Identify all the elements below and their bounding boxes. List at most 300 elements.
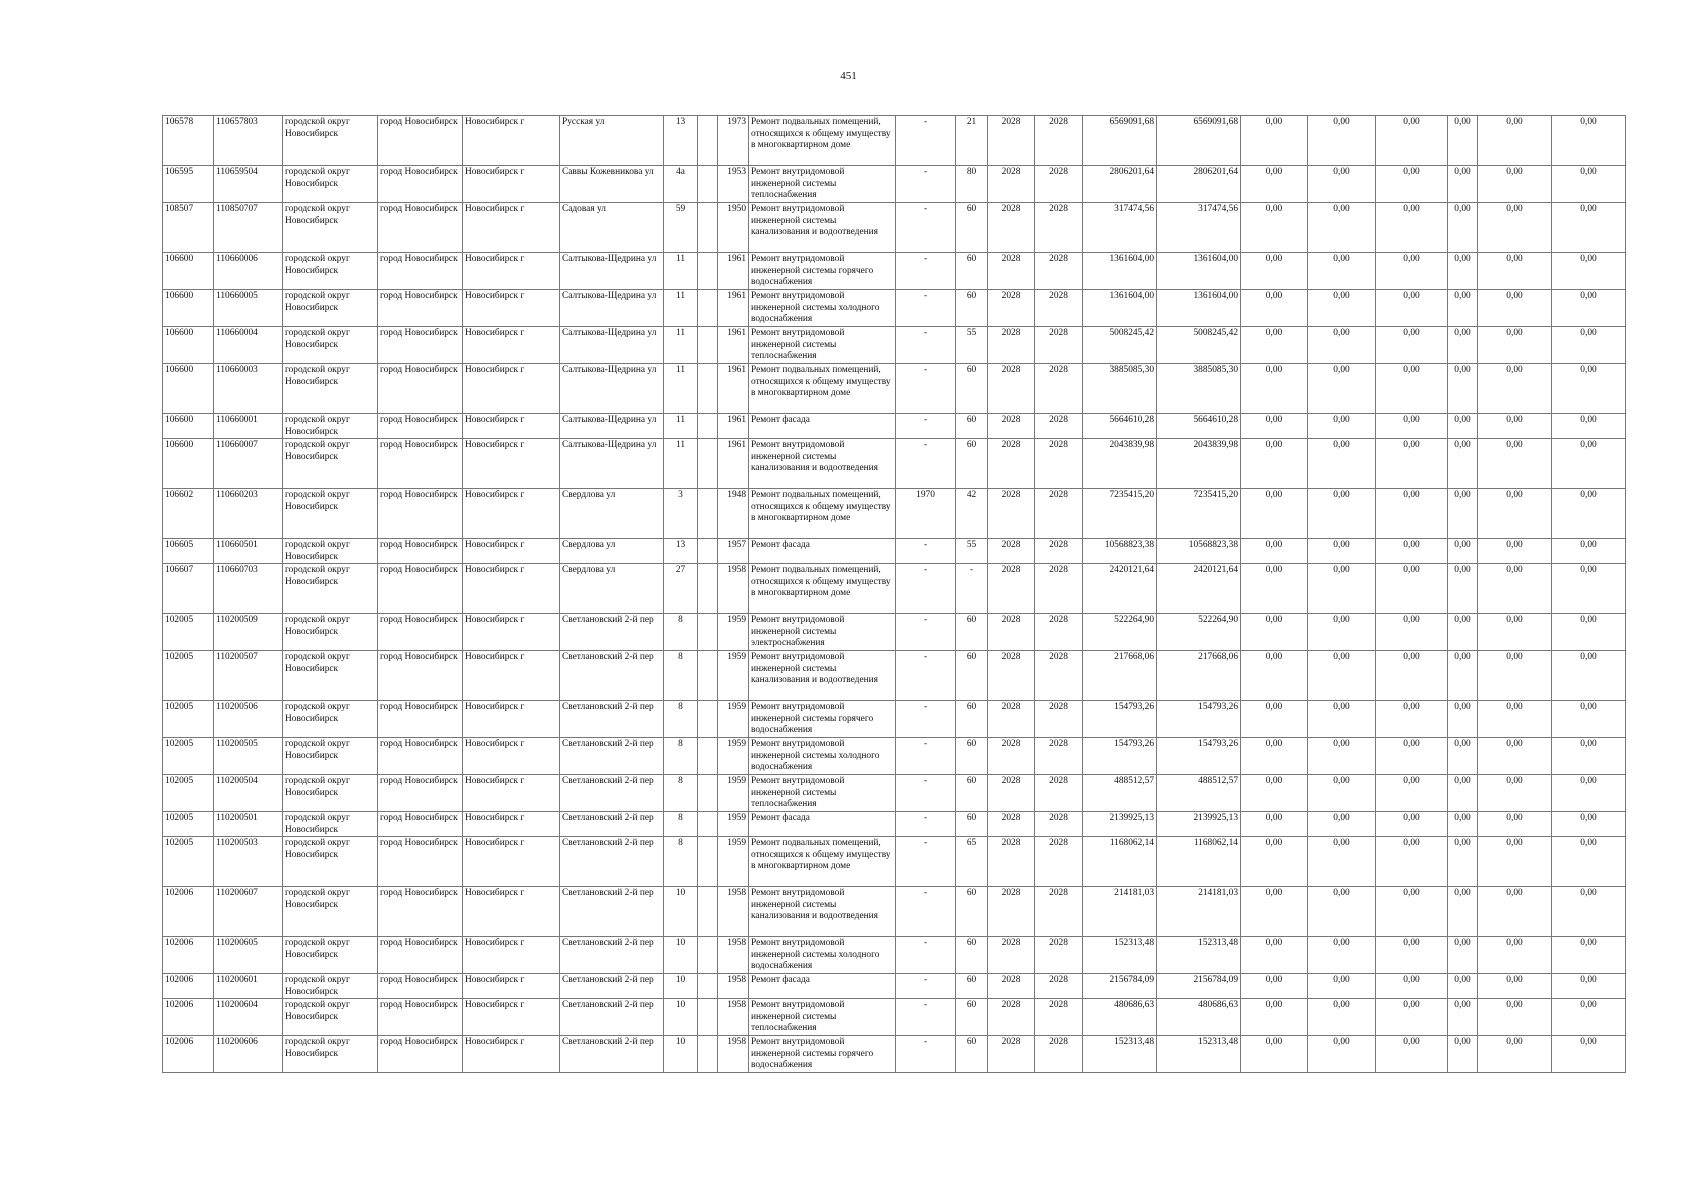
cell-cost-reserve: 0,00 — [1552, 1036, 1626, 1073]
cell-work-type: Ремонт внутридомовой инженерной системы канализования и водоотведения — [749, 439, 896, 489]
cell-municipal-district: городской округ Новосибирск — [283, 999, 378, 1036]
cell-house-number: 8 — [664, 837, 698, 887]
cell-cost-local: 0,00 — [1376, 439, 1448, 489]
cell-building — [698, 1036, 718, 1073]
cell-work-type: Ремонт подвальных помещений, относящихся к общему имуществу в многоквартирном доме — [749, 564, 896, 614]
cell-settlement: город Новосибирск — [378, 166, 463, 203]
cell-settlement: город Новосибирск — [378, 564, 463, 614]
cell-year-built: 1950 — [718, 203, 749, 253]
cell-cost-fund: 1361604,00 — [1157, 290, 1241, 327]
cell-wear-percent: 55 — [956, 327, 988, 364]
cell-plan-year-end: 2028 — [1035, 837, 1083, 887]
cell-settlement: город Новосибирск — [378, 539, 463, 564]
cell-settlement: город Новосибирск — [378, 937, 463, 974]
cell-plan-year-start: 2028 — [988, 253, 1035, 290]
repair-program-table — [162, 115, 1626, 1073]
cell-total-cost: 6569091,68 — [1083, 116, 1157, 166]
cell-total-cost: 5008245,42 — [1083, 327, 1157, 364]
cell-settlement: город Новосибирск — [378, 203, 463, 253]
cell-locality: Новосибирск г — [463, 414, 560, 439]
cell-plan-year-start: 2028 — [988, 701, 1035, 738]
cell-house-number: 3 — [664, 489, 698, 539]
cell-wear-percent: 60 — [956, 651, 988, 701]
cell-cost-reserve: 0,00 — [1552, 974, 1626, 999]
cell-cost-fund: 154793,26 — [1157, 701, 1241, 738]
cell-building — [698, 253, 718, 290]
cell-year-commissioned: - — [896, 166, 956, 203]
cell-work-type: Ремонт внутридомовой инженерной системы канализования и водоотведения — [749, 887, 896, 937]
cell-cost-reserve: 0,00 — [1552, 937, 1626, 974]
cell-plan-year-end: 2028 — [1035, 775, 1083, 812]
cell-cost-regional: 0,00 — [1308, 812, 1376, 837]
cell-building — [698, 327, 718, 364]
cell-total-cost: 152313,48 — [1083, 1036, 1157, 1073]
cell-cost-owners: 0,00 — [1448, 614, 1478, 651]
cell-work-id: 110660703 — [214, 564, 283, 614]
cell-cost-federal: 0,00 — [1241, 539, 1308, 564]
cell-street: Светлановский 2-й пер — [560, 937, 664, 974]
cell-house-number: 4а — [664, 166, 698, 203]
cell-cost-local: 0,00 — [1376, 775, 1448, 812]
cell-municipal-district: городской округ Новосибирск — [283, 564, 378, 614]
cell-cost-owners: 0,00 — [1448, 651, 1478, 701]
table-row — [163, 203, 1626, 253]
cell-total-cost: 1168062,14 — [1083, 837, 1157, 887]
cell-work-id: 110660004 — [214, 327, 283, 364]
cell-total-cost: 214181,03 — [1083, 887, 1157, 937]
cell-year-built: 1973 — [718, 116, 749, 166]
cell-cost-other: 0,00 — [1478, 614, 1552, 651]
cell-locality: Новосибирск г — [463, 974, 560, 999]
cell-house-number: 8 — [664, 775, 698, 812]
cell-municipal-district: городской округ Новосибирск — [283, 651, 378, 701]
cell-cost-fund: 214181,03 — [1157, 887, 1241, 937]
cell-house-number: 11 — [664, 439, 698, 489]
cell-municipal-district: городской округ Новосибирск — [283, 701, 378, 738]
cell-cost-regional: 0,00 — [1308, 414, 1376, 439]
cell-cost-other: 0,00 — [1478, 775, 1552, 812]
cell-object-id: 106600 — [163, 253, 214, 290]
table-row — [163, 937, 1626, 974]
cell-work-id: 110200501 — [214, 812, 283, 837]
cell-year-commissioned: - — [896, 364, 956, 414]
cell-work-type: Ремонт фасада — [749, 812, 896, 837]
table-row — [163, 738, 1626, 775]
table-body — [163, 116, 1626, 1073]
cell-street: Салтыкова-Щедрина ул — [560, 414, 664, 439]
cell-plan-year-end: 2028 — [1035, 166, 1083, 203]
cell-municipal-district: городской округ Новосибирск — [283, 937, 378, 974]
cell-plan-year-start: 2028 — [988, 203, 1035, 253]
cell-plan-year-end: 2028 — [1035, 701, 1083, 738]
cell-plan-year-end: 2028 — [1035, 887, 1083, 937]
cell-cost-regional: 0,00 — [1308, 539, 1376, 564]
cell-house-number: 10 — [664, 887, 698, 937]
cell-wear-percent: 60 — [956, 1036, 988, 1073]
cell-cost-regional: 0,00 — [1308, 489, 1376, 539]
cell-object-id: 102006 — [163, 887, 214, 937]
cell-cost-reserve: 0,00 — [1552, 999, 1626, 1036]
cell-street: Светлановский 2-й пер — [560, 999, 664, 1036]
cell-cost-reserve: 0,00 — [1552, 701, 1626, 738]
cell-year-built: 1948 — [718, 489, 749, 539]
cell-cost-fund: 7235415,20 — [1157, 489, 1241, 539]
cell-municipal-district: городской округ Новосибирск — [283, 364, 378, 414]
cell-cost-federal: 0,00 — [1241, 203, 1308, 253]
table-row — [163, 887, 1626, 937]
cell-object-id: 106600 — [163, 414, 214, 439]
cell-plan-year-end: 2028 — [1035, 614, 1083, 651]
cell-cost-regional: 0,00 — [1308, 738, 1376, 775]
cell-cost-reserve: 0,00 — [1552, 253, 1626, 290]
cell-house-number: 11 — [664, 364, 698, 414]
cell-cost-reserve: 0,00 — [1552, 539, 1626, 564]
cell-building — [698, 651, 718, 701]
cell-cost-regional: 0,00 — [1308, 327, 1376, 364]
cell-cost-regional: 0,00 — [1308, 775, 1376, 812]
cell-street: Салтыкова-Щедрина ул — [560, 327, 664, 364]
cell-municipal-district: городской округ Новосибирск — [283, 974, 378, 999]
cell-locality: Новосибирск г — [463, 203, 560, 253]
cell-total-cost: 2420121,64 — [1083, 564, 1157, 614]
cell-work-type: Ремонт внутридомовой инженерной системы горячего водоснабжения — [749, 253, 896, 290]
cell-house-number: 8 — [664, 738, 698, 775]
cell-work-type: Ремонт фасада — [749, 539, 896, 564]
cell-wear-percent: 42 — [956, 489, 988, 539]
cell-year-commissioned: - — [896, 614, 956, 651]
cell-cost-regional: 0,00 — [1308, 999, 1376, 1036]
cell-municipal-district: городской округ Новосибирск — [283, 887, 378, 937]
cell-work-id: 110850707 — [214, 203, 283, 253]
cell-work-id: 110660001 — [214, 414, 283, 439]
cell-settlement: город Новосибирск — [378, 364, 463, 414]
cell-plan-year-start: 2028 — [988, 116, 1035, 166]
cell-locality: Новосибирск г — [463, 539, 560, 564]
cell-wear-percent: 60 — [956, 414, 988, 439]
cell-total-cost: 1361604,00 — [1083, 290, 1157, 327]
cell-year-built: 1959 — [718, 701, 749, 738]
cell-work-id: 110657803 — [214, 116, 283, 166]
cell-cost-federal: 0,00 — [1241, 738, 1308, 775]
cell-cost-fund: 488512,57 — [1157, 775, 1241, 812]
cell-year-commissioned: - — [896, 701, 956, 738]
cell-cost-owners: 0,00 — [1448, 290, 1478, 327]
cell-cost-reserve: 0,00 — [1552, 327, 1626, 364]
cell-wear-percent: 21 — [956, 116, 988, 166]
cell-cost-owners: 0,00 — [1448, 775, 1478, 812]
cell-work-id: 110200601 — [214, 974, 283, 999]
cell-cost-federal: 0,00 — [1241, 166, 1308, 203]
cell-street: Светлановский 2-й пер — [560, 887, 664, 937]
cell-cost-reserve: 0,00 — [1552, 364, 1626, 414]
cell-work-type: Ремонт внутридомовой инженерной системы теплоснабжения — [749, 327, 896, 364]
cell-municipal-district: городской округ Новосибирск — [283, 614, 378, 651]
cell-building — [698, 887, 718, 937]
cell-year-built: 1959 — [718, 775, 749, 812]
cell-work-id: 110200604 — [214, 999, 283, 1036]
cell-building — [698, 701, 718, 738]
cell-total-cost: 10568823,38 — [1083, 539, 1157, 564]
cell-settlement: город Новосибирск — [378, 614, 463, 651]
cell-cost-other: 0,00 — [1478, 837, 1552, 887]
cell-year-commissioned: - — [896, 290, 956, 327]
cell-cost-regional: 0,00 — [1308, 1036, 1376, 1073]
cell-year-built: 1961 — [718, 253, 749, 290]
cell-wear-percent: 60 — [956, 439, 988, 489]
cell-cost-other: 0,00 — [1478, 539, 1552, 564]
cell-locality: Новосибирск г — [463, 253, 560, 290]
cell-municipal-district: городской округ Новосибирск — [283, 327, 378, 364]
cell-plan-year-start: 2028 — [988, 887, 1035, 937]
cell-year-built: 1959 — [718, 738, 749, 775]
cell-work-id: 110660501 — [214, 539, 283, 564]
cell-cost-federal: 0,00 — [1241, 564, 1308, 614]
cell-cost-other: 0,00 — [1478, 203, 1552, 253]
cell-settlement: город Новосибирск — [378, 837, 463, 887]
cell-cost-federal: 0,00 — [1241, 887, 1308, 937]
cell-work-id: 110660007 — [214, 439, 283, 489]
table-row — [163, 651, 1626, 701]
cell-street: Светлановский 2-й пер — [560, 651, 664, 701]
cell-settlement: город Новосибирск — [378, 812, 463, 837]
cell-cost-regional: 0,00 — [1308, 887, 1376, 937]
cell-municipal-district: городской округ Новосибирск — [283, 116, 378, 166]
cell-cost-fund: 1168062,14 — [1157, 837, 1241, 887]
cell-total-cost: 5664610,28 — [1083, 414, 1157, 439]
cell-year-built: 1961 — [718, 290, 749, 327]
cell-locality: Новосибирск г — [463, 1036, 560, 1073]
cell-cost-other: 0,00 — [1478, 1036, 1552, 1073]
cell-plan-year-start: 2028 — [988, 937, 1035, 974]
cell-work-type: Ремонт фасада — [749, 414, 896, 439]
cell-plan-year-end: 2028 — [1035, 414, 1083, 439]
cell-total-cost: 2156784,09 — [1083, 974, 1157, 999]
cell-plan-year-start: 2028 — [988, 812, 1035, 837]
cell-wear-percent: - — [956, 564, 988, 614]
cell-plan-year-end: 2028 — [1035, 327, 1083, 364]
cell-cost-local: 0,00 — [1376, 253, 1448, 290]
cell-house-number: 59 — [664, 203, 698, 253]
cell-cost-other: 0,00 — [1478, 974, 1552, 999]
cell-cost-fund: 2156784,09 — [1157, 974, 1241, 999]
cell-year-built: 1959 — [718, 812, 749, 837]
cell-cost-fund: 5008245,42 — [1157, 327, 1241, 364]
cell-street: Светлановский 2-й пер — [560, 837, 664, 887]
cell-street: Свердлова ул — [560, 489, 664, 539]
cell-building — [698, 489, 718, 539]
cell-work-type: Ремонт внутридомовой инженерной системы теплоснабжения — [749, 999, 896, 1036]
cell-work-id: 110660003 — [214, 364, 283, 414]
cell-work-id: 110200507 — [214, 651, 283, 701]
cell-house-number: 10 — [664, 1036, 698, 1073]
cell-cost-local: 0,00 — [1376, 701, 1448, 738]
cell-work-type: Ремонт подвальных помещений, относящихся к общему имуществу в многоквартирном доме — [749, 837, 896, 887]
cell-cost-federal: 0,00 — [1241, 364, 1308, 414]
cell-plan-year-end: 2028 — [1035, 116, 1083, 166]
cell-work-id: 110659504 — [214, 166, 283, 203]
cell-work-type: Ремонт внутридомовой инженерной системы теплоснабжения — [749, 166, 896, 203]
cell-street: Светлановский 2-й пер — [560, 1036, 664, 1073]
cell-settlement: город Новосибирск — [378, 1036, 463, 1073]
table-row — [163, 812, 1626, 837]
cell-year-commissioned: - — [896, 439, 956, 489]
cell-house-number: 8 — [664, 701, 698, 738]
cell-cost-federal: 0,00 — [1241, 999, 1308, 1036]
cell-cost-fund: 152313,48 — [1157, 1036, 1241, 1073]
cell-plan-year-start: 2028 — [988, 439, 1035, 489]
cell-cost-federal: 0,00 — [1241, 1036, 1308, 1073]
cell-total-cost: 480686,63 — [1083, 999, 1157, 1036]
cell-building — [698, 116, 718, 166]
cell-total-cost: 2043839,98 — [1083, 439, 1157, 489]
cell-object-id: 106607 — [163, 564, 214, 614]
cell-year-commissioned: - — [896, 999, 956, 1036]
cell-cost-owners: 0,00 — [1448, 166, 1478, 203]
cell-cost-owners: 0,00 — [1448, 364, 1478, 414]
cell-plan-year-end: 2028 — [1035, 290, 1083, 327]
cell-building — [698, 539, 718, 564]
cell-year-built: 1958 — [718, 564, 749, 614]
cell-year-commissioned: - — [896, 327, 956, 364]
cell-wear-percent: 60 — [956, 701, 988, 738]
cell-cost-regional: 0,00 — [1308, 203, 1376, 253]
cell-work-id: 110200607 — [214, 887, 283, 937]
cell-work-id: 110200504 — [214, 775, 283, 812]
cell-cost-local: 0,00 — [1376, 887, 1448, 937]
cell-cost-owners: 0,00 — [1448, 253, 1478, 290]
cell-year-built: 1958 — [718, 999, 749, 1036]
cell-cost-fund: 480686,63 — [1157, 999, 1241, 1036]
cell-municipal-district: городской округ Новосибирск — [283, 812, 378, 837]
cell-cost-fund: 6569091,68 — [1157, 116, 1241, 166]
cell-cost-reserve: 0,00 — [1552, 738, 1626, 775]
cell-cost-federal: 0,00 — [1241, 116, 1308, 166]
cell-cost-regional: 0,00 — [1308, 974, 1376, 999]
cell-cost-local: 0,00 — [1376, 290, 1448, 327]
cell-cost-other: 0,00 — [1478, 414, 1552, 439]
table-row — [163, 1036, 1626, 1073]
cell-work-type: Ремонт внутридомовой инженерной системы холодного водоснабжения — [749, 738, 896, 775]
cell-plan-year-start: 2028 — [988, 414, 1035, 439]
cell-plan-year-start: 2028 — [988, 1036, 1035, 1073]
cell-cost-local: 0,00 — [1376, 1036, 1448, 1073]
cell-plan-year-start: 2028 — [988, 999, 1035, 1036]
cell-object-id: 106600 — [163, 364, 214, 414]
cell-year-commissioned: - — [896, 564, 956, 614]
cell-total-cost: 488512,57 — [1083, 775, 1157, 812]
cell-locality: Новосибирск г — [463, 775, 560, 812]
cell-year-built: 1953 — [718, 166, 749, 203]
table-row — [163, 290, 1626, 327]
cell-total-cost: 522264,90 — [1083, 614, 1157, 651]
cell-cost-other: 0,00 — [1478, 364, 1552, 414]
cell-plan-year-end: 2028 — [1035, 974, 1083, 999]
cell-settlement: город Новосибирск — [378, 887, 463, 937]
cell-cost-fund: 5664610,28 — [1157, 414, 1241, 439]
cell-cost-regional: 0,00 — [1308, 116, 1376, 166]
cell-wear-percent: 60 — [956, 999, 988, 1036]
cell-total-cost: 7235415,20 — [1083, 489, 1157, 539]
cell-settlement: город Новосибирск — [378, 701, 463, 738]
cell-year-commissioned: - — [896, 539, 956, 564]
cell-year-commissioned: - — [896, 937, 956, 974]
cell-cost-other: 0,00 — [1478, 290, 1552, 327]
cell-cost-federal: 0,00 — [1241, 290, 1308, 327]
cell-cost-other: 0,00 — [1478, 564, 1552, 614]
cell-year-commissioned: - — [896, 651, 956, 701]
cell-municipal-district: городской округ Новосибирск — [283, 253, 378, 290]
cell-work-id: 110660203 — [214, 489, 283, 539]
cell-wear-percent: 60 — [956, 738, 988, 775]
cell-municipal-district: городской округ Новосибирск — [283, 203, 378, 253]
cell-cost-regional: 0,00 — [1308, 364, 1376, 414]
cell-plan-year-end: 2028 — [1035, 564, 1083, 614]
cell-plan-year-end: 2028 — [1035, 1036, 1083, 1073]
cell-cost-owners: 0,00 — [1448, 974, 1478, 999]
cell-plan-year-end: 2028 — [1035, 937, 1083, 974]
cell-house-number: 10 — [664, 937, 698, 974]
cell-building — [698, 439, 718, 489]
cell-cost-fund: 10568823,38 — [1157, 539, 1241, 564]
cell-locality: Новосибирск г — [463, 812, 560, 837]
cell-year-built: 1961 — [718, 414, 749, 439]
cell-municipal-district: городской округ Новосибирск — [283, 166, 378, 203]
cell-house-number: 8 — [664, 812, 698, 837]
cell-street: Свердлова ул — [560, 539, 664, 564]
cell-street: Светлановский 2-й пер — [560, 614, 664, 651]
cell-cost-other: 0,00 — [1478, 701, 1552, 738]
cell-year-built: 1958 — [718, 1036, 749, 1073]
cell-plan-year-start: 2028 — [988, 837, 1035, 887]
cell-municipal-district: городской округ Новосибирск — [283, 775, 378, 812]
cell-year-built: 1958 — [718, 974, 749, 999]
cell-total-cost: 1361604,00 — [1083, 253, 1157, 290]
table-row — [163, 974, 1626, 999]
cell-locality: Новосибирск г — [463, 999, 560, 1036]
cell-house-number: 27 — [664, 564, 698, 614]
cell-cost-fund: 1361604,00 — [1157, 253, 1241, 290]
cell-cost-federal: 0,00 — [1241, 651, 1308, 701]
table-row — [163, 327, 1626, 364]
cell-cost-reserve: 0,00 — [1552, 837, 1626, 887]
cell-object-id: 102006 — [163, 1036, 214, 1073]
cell-year-built: 1961 — [718, 439, 749, 489]
cell-work-id: 110660006 — [214, 253, 283, 290]
cell-cost-fund: 2420121,64 — [1157, 564, 1241, 614]
cell-cost-fund: 2806201,64 — [1157, 166, 1241, 203]
cell-work-type: Ремонт внутридомовой инженерной системы холодного водоснабжения — [749, 290, 896, 327]
cell-cost-local: 0,00 — [1376, 812, 1448, 837]
cell-cost-owners: 0,00 — [1448, 887, 1478, 937]
cell-wear-percent: 60 — [956, 974, 988, 999]
cell-cost-owners: 0,00 — [1448, 564, 1478, 614]
cell-cost-reserve: 0,00 — [1552, 614, 1626, 651]
cell-locality: Новосибирск г — [463, 489, 560, 539]
cell-plan-year-end: 2028 — [1035, 253, 1083, 290]
cell-settlement: город Новосибирск — [378, 116, 463, 166]
table-row — [163, 539, 1626, 564]
cell-locality: Новосибирск г — [463, 564, 560, 614]
cell-wear-percent: 60 — [956, 937, 988, 974]
cell-street: Светлановский 2-й пер — [560, 775, 664, 812]
cell-cost-local: 0,00 — [1376, 738, 1448, 775]
cell-locality: Новосибирск г — [463, 364, 560, 414]
cell-building — [698, 290, 718, 327]
cell-cost-regional: 0,00 — [1308, 253, 1376, 290]
cell-building — [698, 999, 718, 1036]
cell-object-id: 102005 — [163, 738, 214, 775]
cell-cost-fund: 154793,26 — [1157, 738, 1241, 775]
